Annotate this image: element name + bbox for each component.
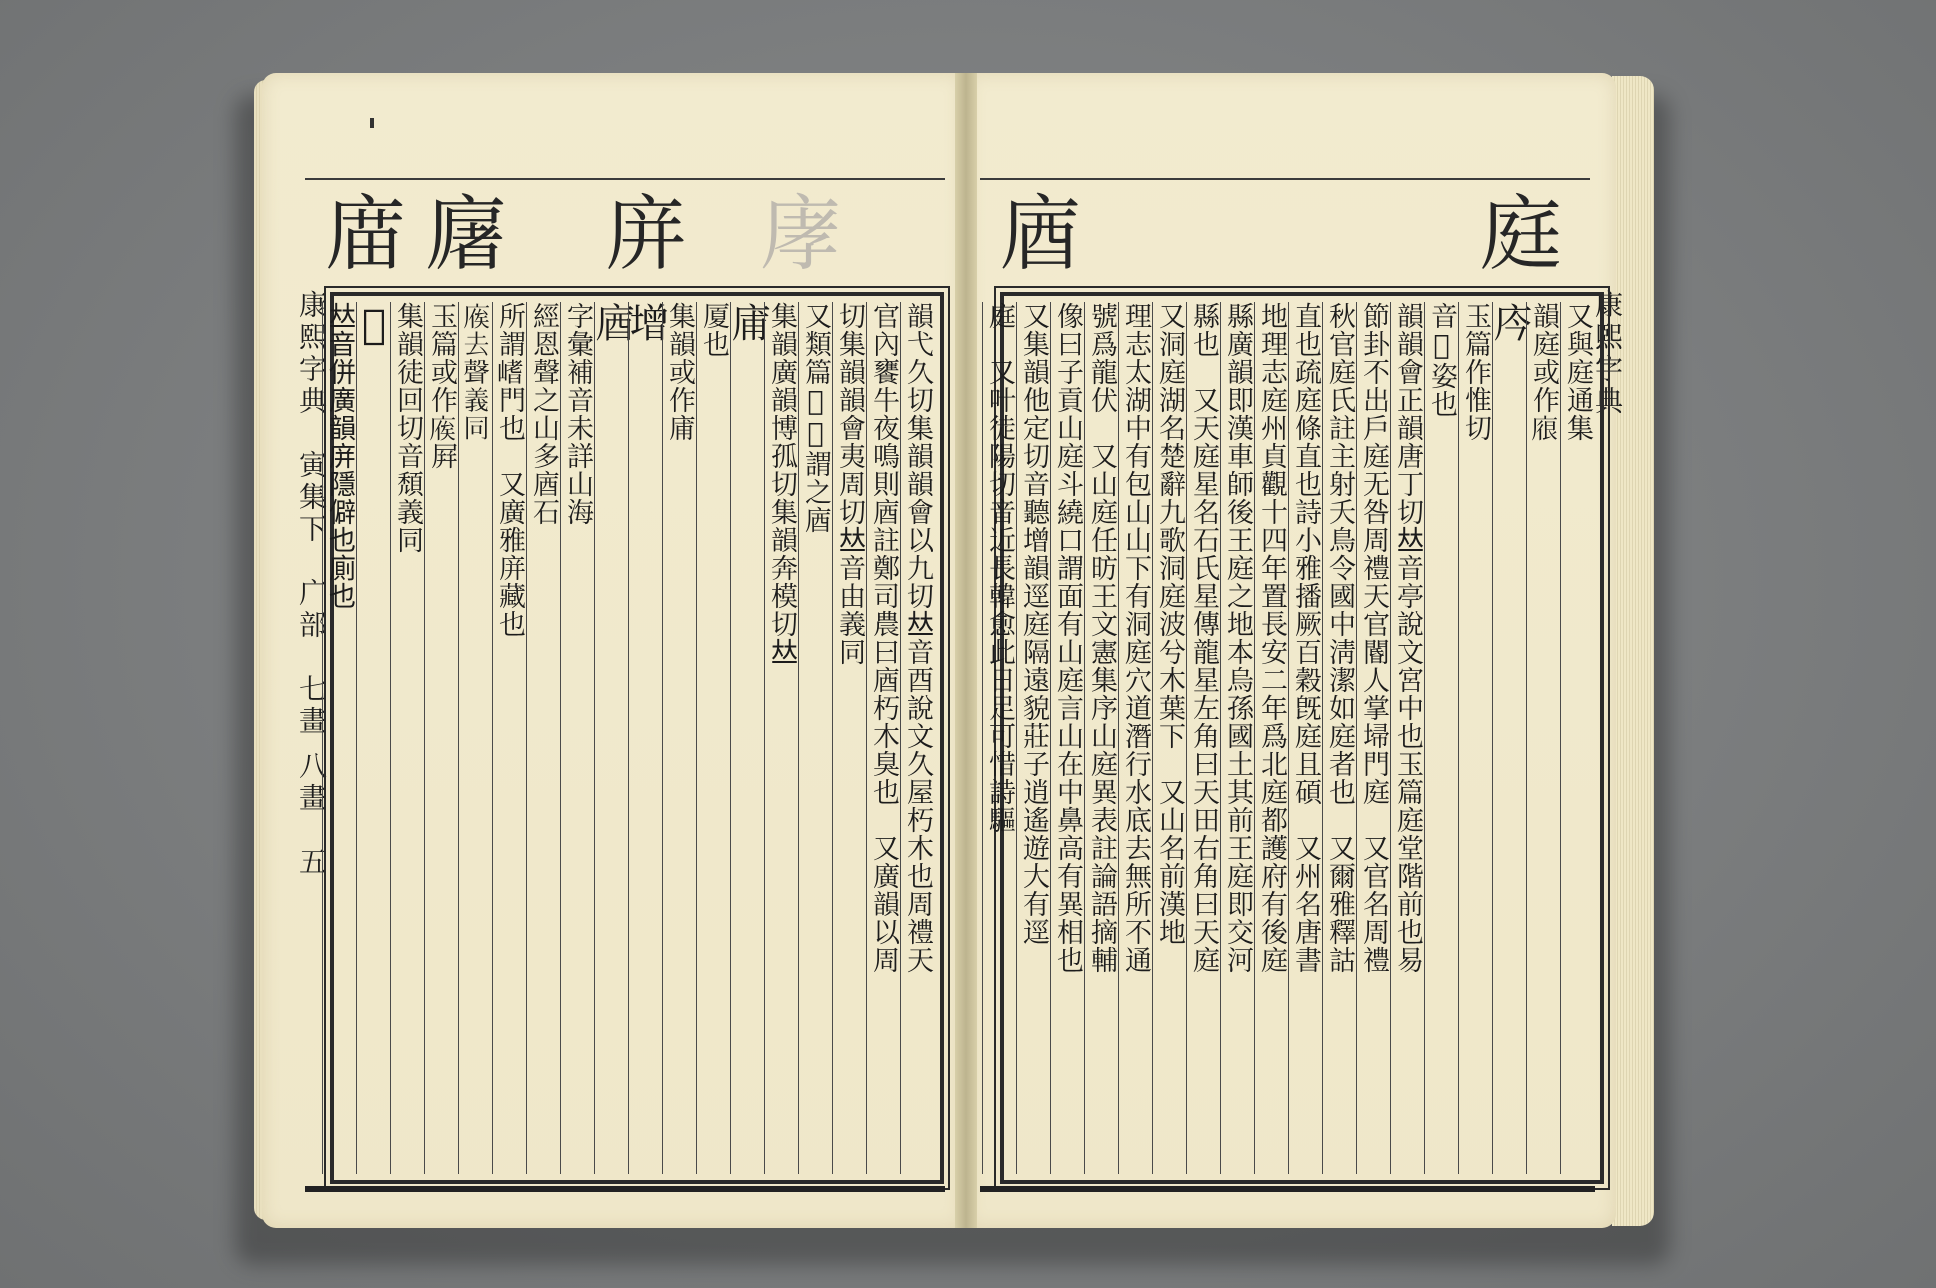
text-column: 𢉡去聲義同 xyxy=(458,302,492,1174)
text-column: 地理志庭州貞觀十四年置長安二年爲北庭都護府有後庭 xyxy=(1254,302,1288,1174)
text-column: 縣廣韻即漢車師後王庭之地本烏孫國土其前王庭即交河 xyxy=(1220,302,1254,1174)
header-glyph: 庮 xyxy=(1000,187,1083,282)
right-text-frame xyxy=(984,292,1604,1184)
text-column: 玉篇作惟切 xyxy=(1458,302,1492,1174)
text-column: 庭 又叶徒陽切音近長韓愈此日足可惜詩驅 xyxy=(982,302,1016,1174)
header-glyph-faint: 庨 xyxy=(760,187,843,282)
left-header-band xyxy=(305,178,945,290)
left-bottom-rule xyxy=(305,1186,945,1192)
text-column: 切集韻韻會夷周切𠀤音由義同 xyxy=(832,302,866,1174)
right-text-columns xyxy=(984,302,1594,1174)
header-glyph: 庿 xyxy=(325,187,408,282)
header-glyph: 廜 xyxy=(425,187,508,282)
text-column: 音𠆳姿也 xyxy=(1424,302,1458,1174)
text-column: 節卦不出戶庭无咎周禮天官閽人掌埽門庭 又官名周禮 xyxy=(1356,302,1390,1174)
text-column: 厦也 xyxy=(696,302,730,1174)
text-column: 韻庭或作𢉟 xyxy=(1526,302,1560,1174)
book-folio: 五 xyxy=(295,846,328,879)
headword-column: 庮 xyxy=(594,302,628,1174)
book-radical: 广部 xyxy=(295,578,328,642)
right-header-band xyxy=(980,178,1590,290)
text-column: 所謂𡺸門也 又廣雅庰藏也 xyxy=(492,302,526,1174)
text-column: 理志太湖中有包山山下有洞庭穴道潛行水底去無所不通 xyxy=(1118,302,1152,1174)
text-column: 玉篇或作𢉡屛 xyxy=(424,302,458,1174)
text-column: 縣也 又天庭星名石氏星傳龍星左角曰天田右角曰天庭 xyxy=(1186,302,1220,1174)
text-column: 又與庭通集 xyxy=(1560,302,1594,1174)
right-bottom-rule xyxy=(980,1186,1595,1192)
text-column: 官內饔牛夜鳴則庮註鄭司農曰庮朽木臭也 又廣韻以周 xyxy=(866,302,900,1174)
text-column: 韻弋久切集韻韻會以九切𠀤音酉說文久屋朽木也周禮天 xyxy=(900,302,934,1174)
book-title: 康熙字典 xyxy=(1591,290,1624,418)
headword-column: 𢉐 xyxy=(356,302,390,1174)
headword-column: 增 xyxy=(628,302,662,1174)
text-column: 秋官庭氏註主射夭鳥令國中淸潔如庭者也 又爾雅釋詁 xyxy=(1322,302,1356,1174)
book-gutter xyxy=(955,73,977,1228)
text-column: 又洞庭湖名楚辭九歌洞庭波兮木葉下 又山名前漢地 xyxy=(1152,302,1186,1174)
text-column: 號爲龍伏 又山庭任昉王文憲集序山庭異表註論語摘輔 xyxy=(1084,302,1118,1174)
header-glyph: 庰 xyxy=(605,187,688,282)
left-text-frame xyxy=(324,292,944,1184)
book-title: 康熙字典 xyxy=(295,290,328,418)
text-column: 又類篇𠡠𥪡謂之庮 xyxy=(798,302,832,1174)
text-column: 集韻廣韻博孤切集韻奔模切𠀤 xyxy=(764,302,798,1174)
text-column: 直也疏庭條直也詩小雅播厥百穀旣庭且碩 又州名唐書 xyxy=(1288,302,1322,1174)
book-strokes: 七畫 八畫 xyxy=(295,674,328,815)
header-glyph: 庭 xyxy=(1480,187,1563,282)
text-column: 韻韻會正韻唐丁切𠀤音亭說文宮中也玉篇庭堂階前也易 xyxy=(1390,302,1424,1174)
headword-column: 庈 xyxy=(1492,302,1526,1174)
text-column: 經恩聲之山多庮石 xyxy=(526,302,560,1174)
headword-column: 庯 xyxy=(730,302,764,1174)
text-column: 像曰子貢山庭斗繞口謂面有山庭言山在中鼻高有異相也 xyxy=(1050,302,1084,1174)
text-column: 又集韻他定切音聽增韻逕庭隔遠貌莊子逍遙遊大有逕 xyxy=(1016,302,1050,1174)
text-column: 𠀤音併廣韻庰隱僻也廁也 xyxy=(322,302,356,1174)
left-text-columns xyxy=(324,302,934,1174)
text-column: 集韻徒回切音頹義同 xyxy=(390,302,424,1174)
text-column: 集韻或作庯 xyxy=(662,302,696,1174)
book-section: 寅集下 xyxy=(295,450,328,546)
text-column: 字彙補音未詳山海 xyxy=(560,302,594,1174)
ink-speck xyxy=(370,118,374,128)
